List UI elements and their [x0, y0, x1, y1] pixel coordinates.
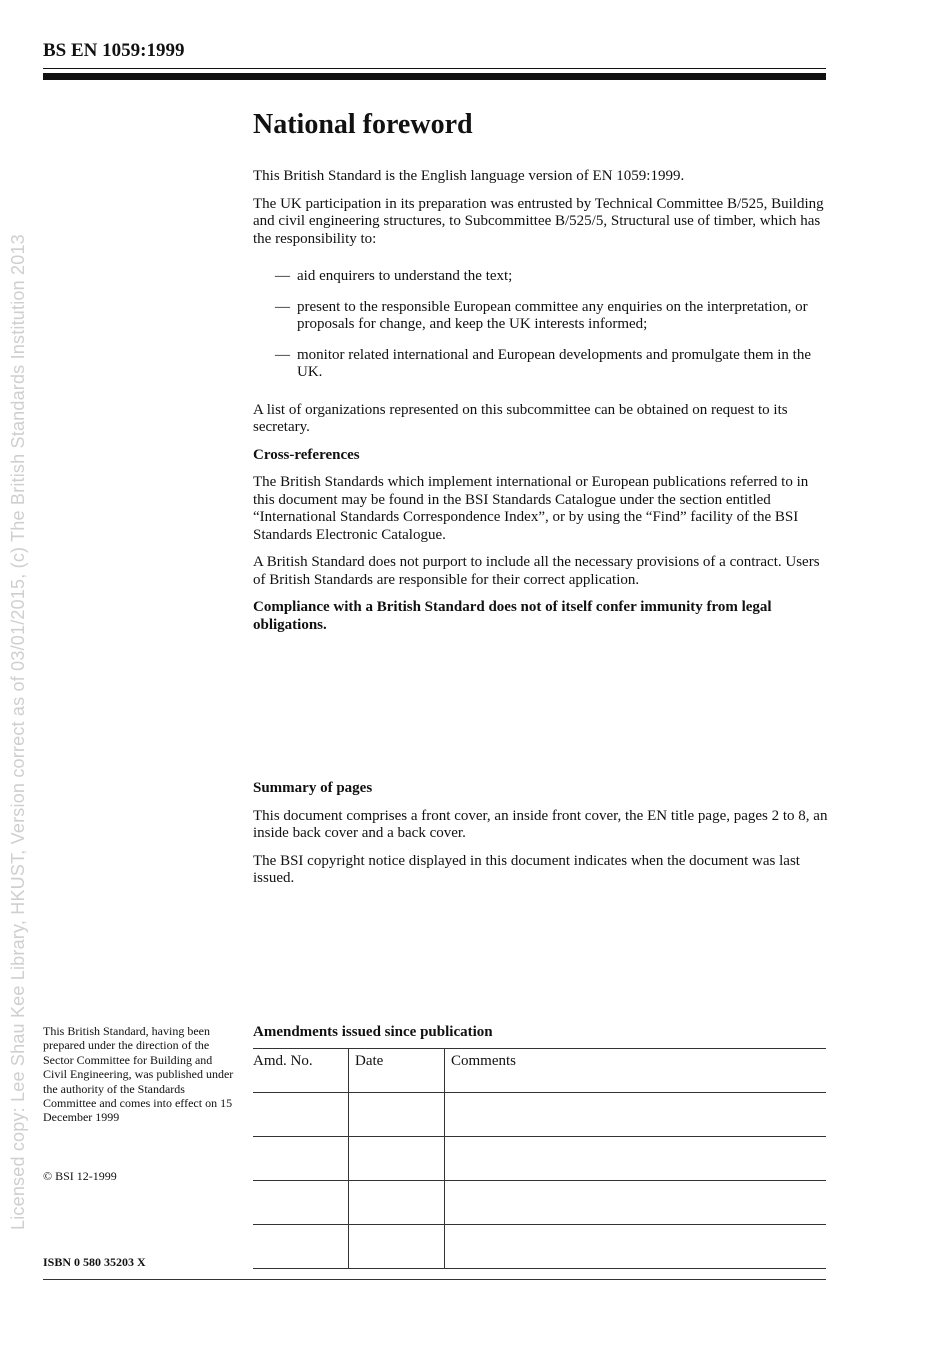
column-header-amd-no: Amd. No.: [253, 1049, 349, 1093]
participation-paragraph: The UK participation in its preparation was entrusted by Technical Committee B/525, Building and civil engineering structures, to Subcommittee B/525/5, Structural use of timber, which has the responsibility to:: [253, 195, 824, 247]
copyright-notice-paragraph: The BSI copyright notice displayed in this document indicates when the document was last issued.: [253, 852, 800, 886]
responsibility-list: [253, 268, 828, 382]
organizations-paragraph: A list of organizations represented on this subcommittee can be obtained on request to its secretary.: [253, 401, 788, 435]
document-code: BS EN 1059:1999: [43, 40, 185, 61]
intro-paragraph: This British Standard is the English language version of EN 1059:1999.: [253, 168, 685, 184]
publication-note: This British Standard, having been prepared under the direction of the Sector Committee for Building and Civil Engineering, was published under the authority of the Standards Committee and comes into effect on 15 December 1999: [43, 1024, 234, 1125]
summary-paragraph: This document comprises a front cover, an inside front cover, the EN title page, pages 2 to 8, an inside back cover and a back cover.: [253, 807, 828, 841]
cross-references-paragraph: The British Standards which implement international or European publications referred to in this document may be found in the BSI Standards Catalogue under the section entitled “International Standards Correspondence Index”, or by using the “Find” facility of the BSI Standards Electronic Catalogue.: [253, 474, 809, 543]
header-rule-thick: [43, 73, 826, 80]
amendments-title: Amendments issued since publication: [253, 1024, 493, 1040]
summary-heading: Summary of pages: [253, 780, 373, 796]
column-header-comments: Comments: [445, 1049, 827, 1093]
compliance-statement: Compliance with a British Standard does not of itself confer immunity from legal obligations.: [253, 599, 772, 633]
amendments-table: [253, 1048, 826, 1269]
table-row: [253, 1181, 826, 1225]
table-row: [253, 1093, 826, 1137]
provisions-paragraph: A British Standard does not purport to include all the necessary provisions of a contract. Users of British Standards are responsible for their correct application.: [253, 554, 820, 588]
header-rule-thin: [43, 68, 826, 69]
list-item: — present to the responsible European committee any enquiries on the interpretation, or proposals for change, and keep the UK interests informed;: [275, 298, 808, 332]
list-item: — monitor related international and European developments and promulgate them in the UK.: [275, 346, 812, 380]
summary-of-pages: [253, 780, 828, 898]
cross-references-heading: Cross-references: [253, 446, 360, 463]
page-title: National foreword: [253, 109, 473, 140]
table-header-row: [253, 1049, 826, 1093]
list-item: — aid enquirers to understand the text;: [275, 268, 513, 284]
license-watermark: Licensed copy: Lee Shau Kee Library, HKUST, Version correct as of 03/01/2015, (c) The British Standards Institution 2013: [8, 234, 28, 1230]
national-foreword: [253, 108, 828, 644]
table-row: [253, 1225, 826, 1269]
column-header-date: Date: [349, 1049, 445, 1093]
copyright-line: © BSI 12-1999: [43, 1169, 117, 1183]
table-row: [253, 1137, 826, 1181]
isbn: ISBN 0 580 35203 X: [43, 1255, 146, 1269]
footer-rule: [43, 1279, 826, 1280]
